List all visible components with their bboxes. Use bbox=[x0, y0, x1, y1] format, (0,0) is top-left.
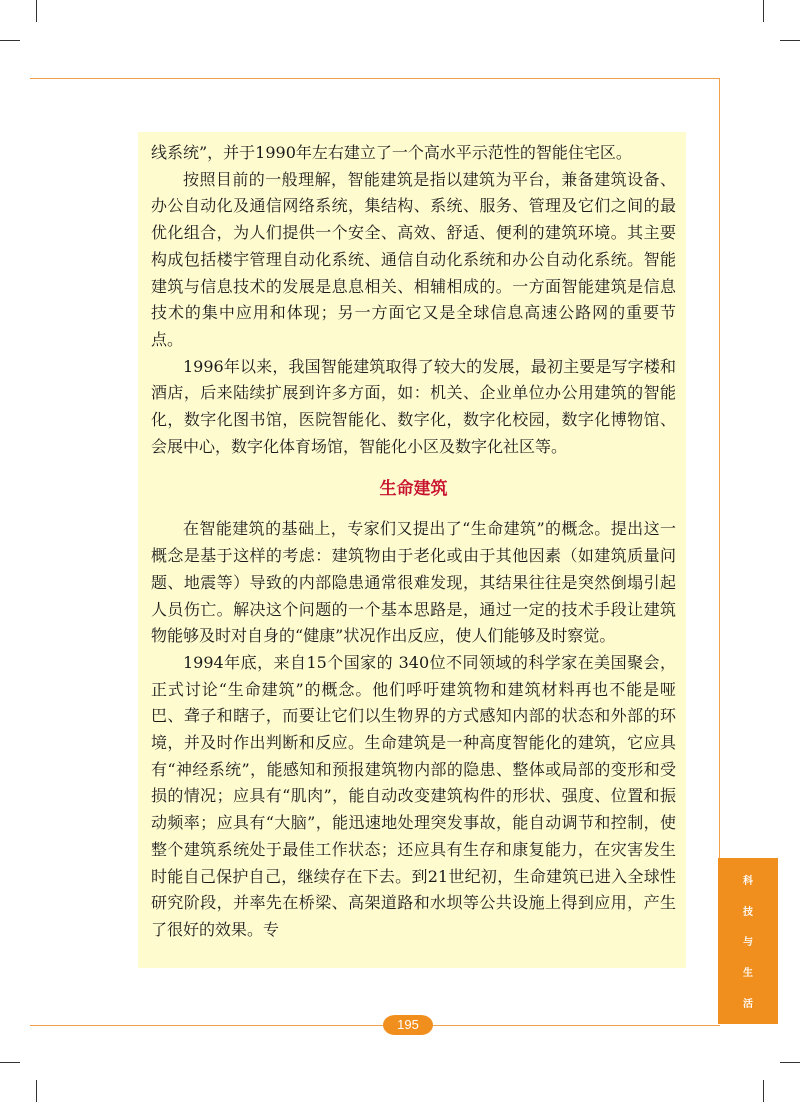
side-tab-char: 与 bbox=[743, 937, 753, 949]
paragraph: 1994年底，来自15个国家的 340位不同领域的科学家在美国聚会，正式讨论“生命建筑”的概念。他们呼吁建筑物和建筑材料再也不能是哑巴、聋子和瞎子，而要让它们以生物界的方式感知内部的状态和外部的环境，并及时作出判断和反应。生命建筑是一种高度智能化的建筑，它应具有“神经系统”，能感知和预报建筑物内部的隐患、整体或局部的变形和受损的情况；应具有“肌肉”，能自动改变建筑构件的形状、强度、位置和振动频率；应具有“大脑”，能迅速地处理突发事故，能自动调节和控制，使整个建筑系统处于最佳工作状态；还应具有生存和康复能力，在灾害发生时能自己保护自己，继续存在下去。到21世纪初，生命建筑已进入全球性研究阶段，并率先在桥梁、高架道路和水坝等公共设施上得到应用，产生了很好的效果。专 bbox=[151, 652, 676, 939]
side-tab-section-label bbox=[718, 858, 778, 1024]
frame-line-top bbox=[30, 78, 720, 79]
paragraph: 线系统”，并于1990年左右建立了一个高水平示范性的智能住宅区。 bbox=[151, 143, 632, 162]
crop-mark bbox=[36, 1080, 37, 1102]
article-body bbox=[151, 140, 676, 944]
side-tab-char: 生 bbox=[743, 968, 753, 980]
paragraph: 按照目前的一般理解，智能建筑是指以建筑为平台，兼备建筑设备、办公自动化及通信网络系统，集结构、系统、服务、管理及它们之间的最优化组合，为人们提供一个安全、高效、舒适、便利的建筑环境。其主要构成包括楼宇管理自动化系统、通信自动化系统和办公自动化系统。智能建筑与信息技术的发展是息息相关、相辅相成的。一方面智能建筑是信息技术的集中应用和体现；另一方面它又是全球信息高速公路网的重要节点。 bbox=[151, 169, 676, 349]
crop-mark bbox=[763, 0, 764, 22]
crop-mark bbox=[0, 40, 20, 41]
section-title: 生命建筑 bbox=[379, 479, 448, 500]
paragraph: 在智能建筑的基础上，专家们又提出了“生命建筑”的概念。提出这一概念是基于这样的考虑：建筑物由于老化或由于其他因素（如建筑质量问题、地震等）导致的内部隐患通常很难发现，其结果往往是突然倒塌引起人员伤亡。解决这个问题的一个基本思路是，通过一定的技术手段让建筑物能够及时对自身的“健康”状况作出反应，使人们能够及时察觉。 bbox=[151, 519, 676, 646]
crop-mark bbox=[780, 40, 800, 41]
paragraph: 1996年以来，我国智能建筑取得了较大的发展，最初主要是写字楼和酒店，后来陆续扩展到许多方面，如：机关、企业单位办公用建筑的智能化，数字化图书馆，医院智能化、数字化，数字化校园，数字化博物馆、会展中心，数字化体育场馆，智能化小区及数字化社区等。 bbox=[151, 356, 676, 456]
crop-mark bbox=[763, 1080, 764, 1102]
side-tab-char: 科 bbox=[743, 875, 753, 887]
crop-mark bbox=[780, 1062, 800, 1063]
page-number: 195 bbox=[397, 1017, 419, 1032]
frame-line-right bbox=[719, 78, 720, 858]
crop-mark bbox=[0, 1062, 20, 1063]
side-tab-char: 活 bbox=[743, 999, 753, 1011]
side-tab-char: 技 bbox=[743, 906, 753, 918]
crop-mark bbox=[36, 0, 37, 22]
footer-line bbox=[30, 1025, 720, 1026]
